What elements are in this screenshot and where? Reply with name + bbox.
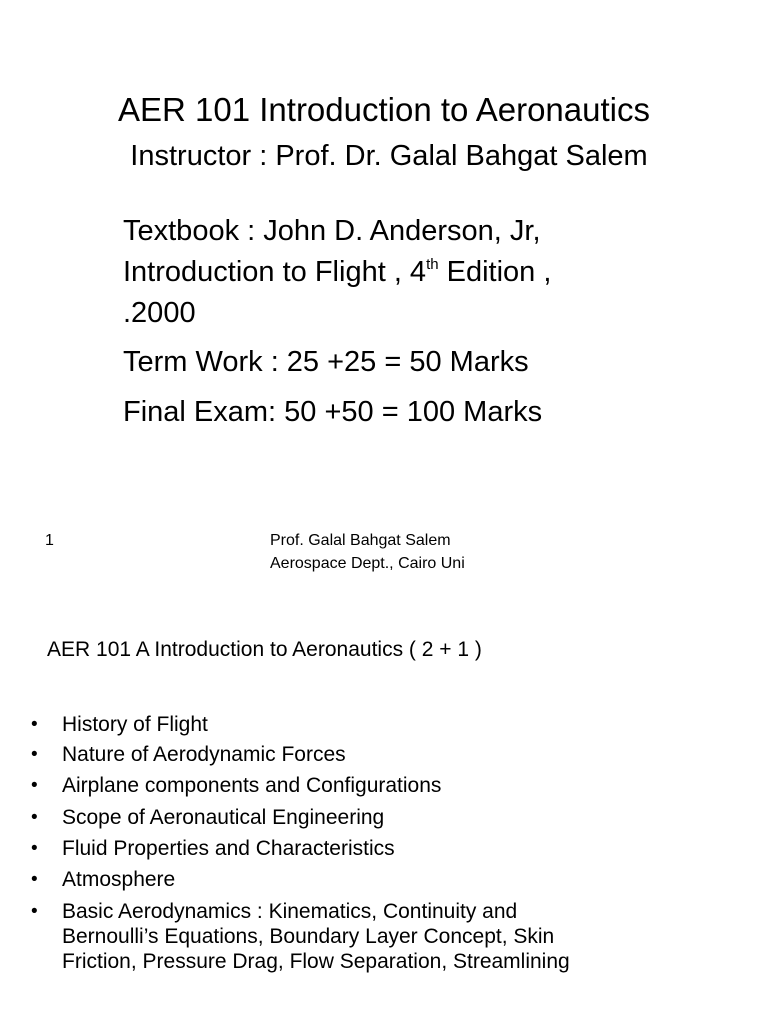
edition-superscript: th: [426, 256, 439, 273]
textbook-line-1: Textbook : John D. Anderson, Jr,: [123, 215, 541, 247]
bullet-icon: •: [31, 744, 38, 765]
bullet-icon: •: [31, 714, 38, 735]
course-title: AER 101 Introduction to Aeronautics: [118, 91, 650, 128]
bullet-icon: •: [31, 807, 38, 828]
term-work: Term Work : 25 +25 = 50 Marks: [123, 346, 529, 378]
list-item-text: Fluid Properties and Characteristics: [62, 837, 395, 860]
list-item-text: Bernoulli’s Equations, Boundary Layer Concept, Skin: [62, 925, 555, 948]
list-item-text: Friction, Pressure Drag, Flow Separation, Streamlining: [62, 950, 570, 973]
textbook-line-2: [123, 252, 551, 292]
bullet-icon: •: [31, 901, 38, 922]
footer-author: Prof. Galal Bahgat Salem: [270, 532, 451, 549]
list-item-text: Nature of Aerodynamic Forces: [62, 743, 346, 766]
textbook-year: .2000: [123, 297, 196, 329]
bullet-icon: •: [31, 838, 38, 859]
bullet-icon: •: [31, 775, 38, 796]
edition-text: Edition ,: [438, 256, 552, 288]
slide-2-title: AER 101 A Introduction to Aeronautics ( 2 + 1 ): [47, 638, 482, 661]
instructor-line: Instructor : Prof. Dr. Galal Bahgat Salem: [130, 140, 648, 172]
list-item-text: History of Flight: [62, 713, 208, 736]
list-item-text: Airplane components and Configurations: [62, 774, 442, 797]
bullet-icon: •: [31, 869, 38, 890]
final-exam: Final Exam: 50 +50 = 100 Marks: [123, 396, 543, 428]
list-item-text: Atmosphere: [62, 868, 176, 891]
list-item-text: Scope of Aeronautical Engineering: [62, 806, 385, 829]
page-number: 1: [45, 532, 54, 549]
footer-department: Aerospace Dept., Cairo Uni: [270, 555, 465, 572]
list-item-text: Basic Aerodynamics : Kinematics, Continuity and: [62, 900, 518, 923]
slide-2: [0, 600, 768, 1024]
textbook-title-text: Introduction to Flight , 4: [123, 256, 427, 288]
